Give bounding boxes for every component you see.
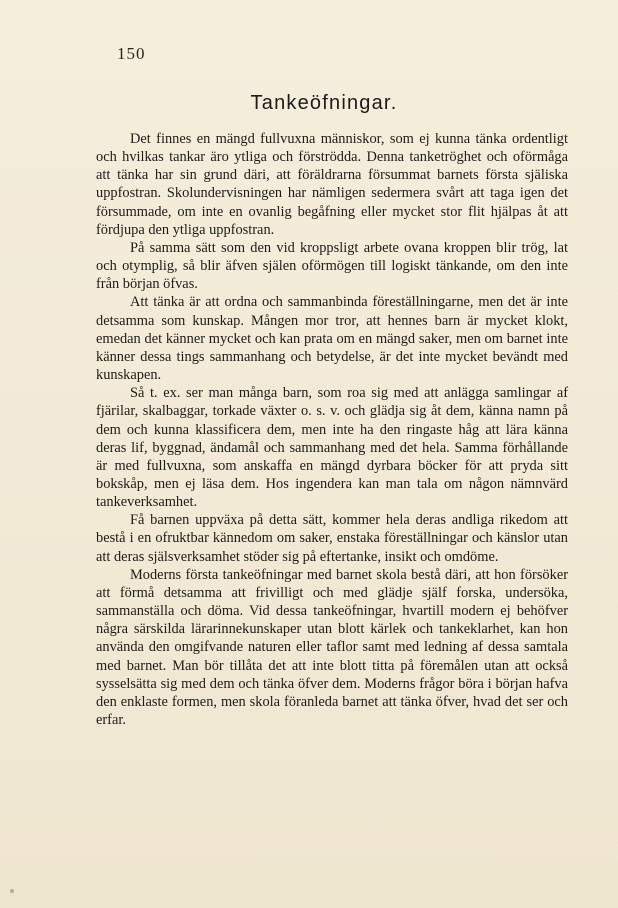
paragraph-2: På samma sätt som den vid kroppsligt arbete ovana kroppen blir trög, lat och otymplig, så blir äfven själen oförmögen till logiskt tänkande, om den inte från början öfvas.: [96, 239, 568, 293]
paper-speck: [10, 889, 14, 893]
page-number: 150: [117, 44, 146, 63]
paragraph-4: Så t. ex. ser man många barn, som roa sig med att anlägga samlingar af fjärilar, skalbaggar, torkade växter o. s. v. och glädja sig åt dem, känna namn på dem och kunna klassificera dem, men inte ha den ringaste håg att lära känna deras lif, byggnad, ändamål och sammanhang med det hela. Samma förhållande är med fullvuxna, som anskaffa en mängd dyrbara böcker för att pryda sitt bokskåp, men ej läsa dem. Hos ingendera kan man tala om någon nämnvärd tankeverksamhet.: [96, 385, 568, 511]
paragraph-3: Att tänka är att ordna och sammanbinda föreställningarne, men det är inte detsamma som kunskap. Mången mor tror, att hennes barn är mycket klokt, emedan det känner mycket och kan prata om en mängd saker, men om barnet inte känner dessa tings sammanhang och betydelse, är det inte mycket bevändt med kunskapen.: [96, 294, 568, 384]
paragraph-1: Det finnes en mängd fullvuxna människor, som ej kunna tänka ordentligt och hvilkas tankar äro ytliga och förströdda. Denna tanketröghet och oförmåga att tänka har sin grund däri, att föräldrarna försummat barnets första själiska uppfostran. Skolundervisningen har nämligen sedermera svårt att taga igen det försummade, om inte en ovanlig begåfning eller mycket stor flit hjälpas åt att fördjupa den ytliga uppfostran.: [96, 131, 568, 238]
paragraph-5: Få barnen uppväxa på detta sätt, kommer hela deras andliga rikedom att bestå i en ofruktbar kännedom om saker, enstaka föreställningar och känslor utan att deras själsverksamhet stöder sig på eftertanke, insikt och omdöme.: [96, 512, 568, 565]
body-text: [96, 130, 568, 729]
paragraph-6: Moderns första tankeöfningar med barnet skola bestå däri, att hon försöker att förmå detsamma att frivilligt och med glädje själf forska, undersöka, sammanställa och döma. Vid dessa tankeöfningar, hvartill modern ej behöfver några särskilda lärarinnekunskaper utan blott kärlek och tankeklarhet, kan hon använda den omgifvande naturen eller taflor samt med ledning af dessa samtala med barnet. Man bör tillåta det att inte blott titta på föremålen utan att också sysselsätta sig med dem och tänka öfver dem. Moderns frågor böra i början hafva den enklaste formen, men skola föranleda barnet att tänka öfver, hvad det ser och erfar.: [96, 566, 568, 728]
chapter-title: Tankeöfningar.: [250, 92, 398, 114]
